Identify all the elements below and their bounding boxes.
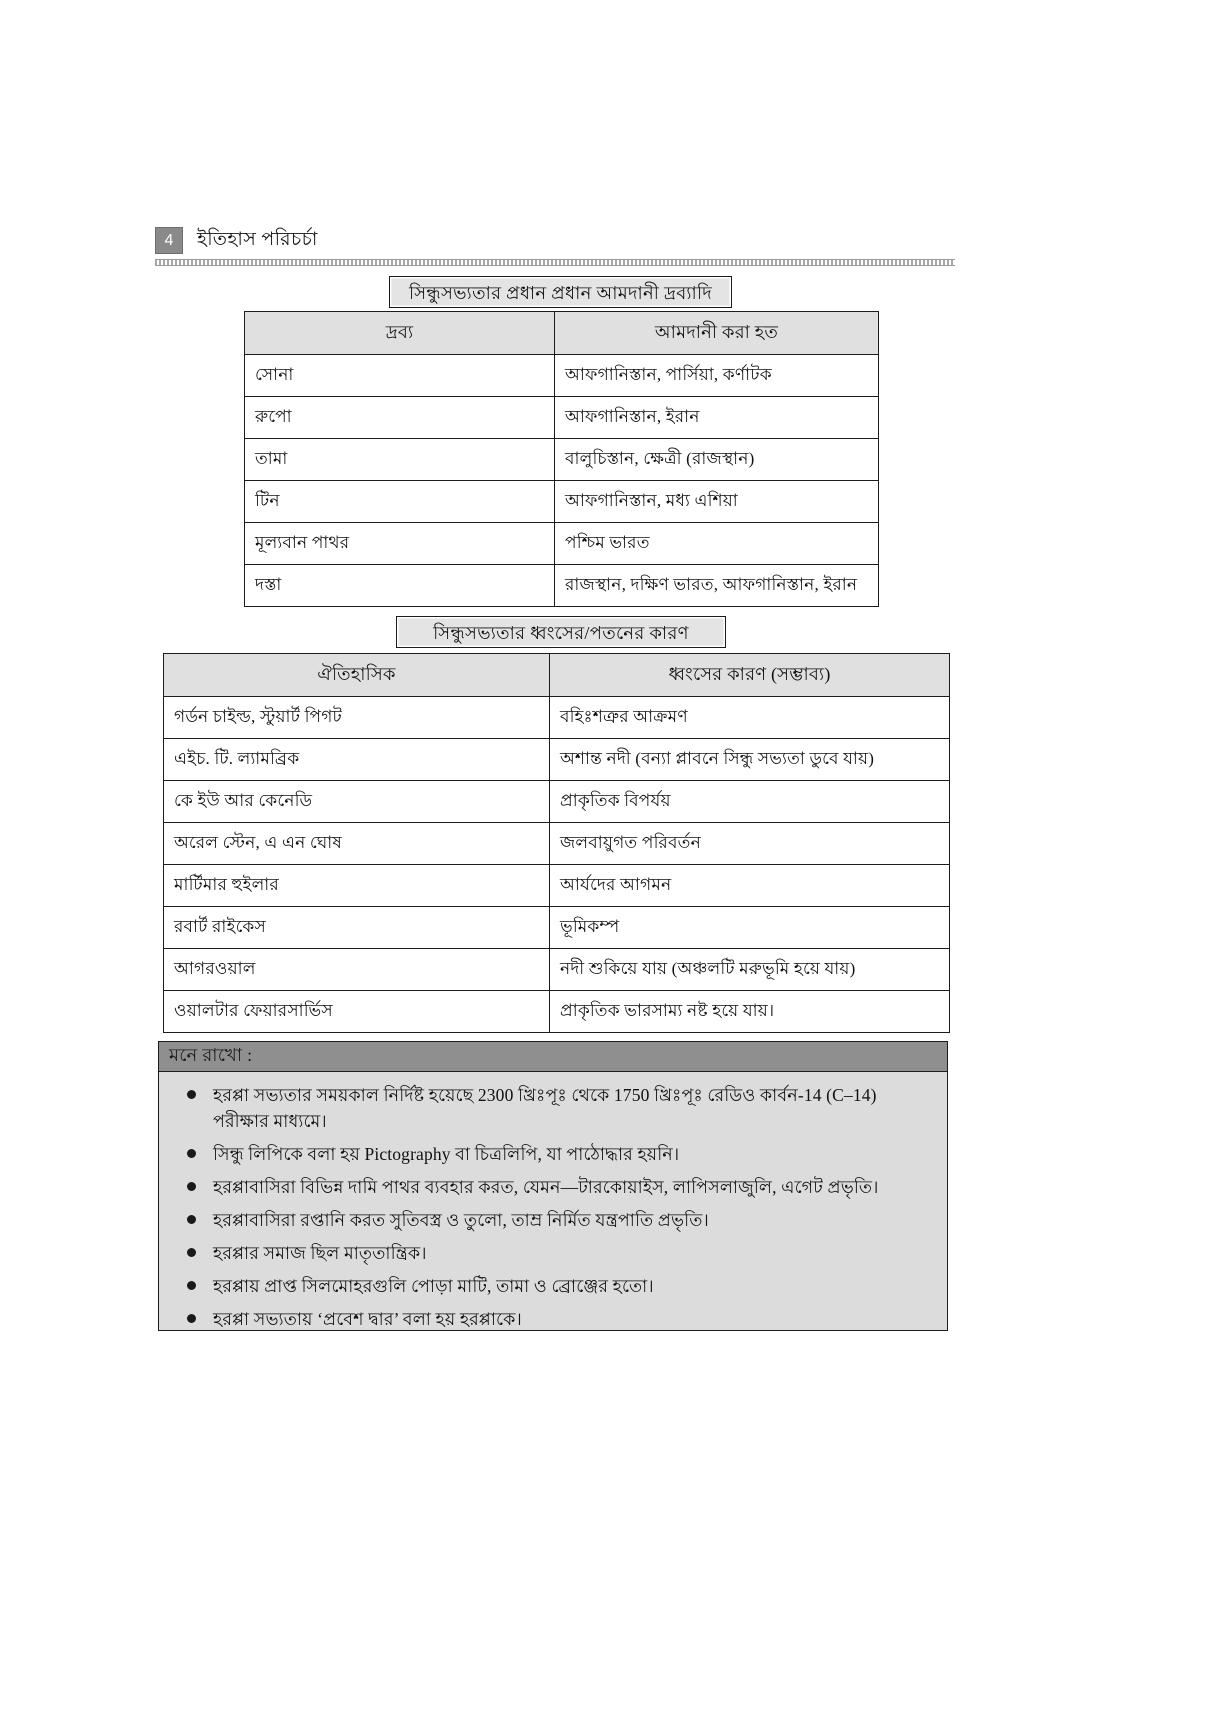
list-item bbox=[173, 1141, 929, 1167]
remember-box bbox=[158, 1041, 948, 1331]
list-item-text: হরপ্পার সমাজ ছিল মাতৃতান্ত্রিক। bbox=[213, 1243, 427, 1263]
bullet-icon bbox=[187, 1149, 196, 1158]
cell-cause: আর্যদের আগমন bbox=[550, 865, 950, 907]
cell-goods: রুপো bbox=[245, 397, 555, 439]
table-row bbox=[164, 907, 950, 949]
cell-goods: তামা bbox=[245, 439, 555, 481]
table-header-row bbox=[164, 654, 950, 697]
cell-source: বালুচিস্তান, ক্ষেত্রী (রাজস্থান) bbox=[555, 439, 879, 481]
list-item-text: হরপ্পাবাসিরা রপ্তানি করত সুতিবস্ত্র ও তুলো, তাম্র নির্মিত যন্ত্রপাতি প্রভৃতি। bbox=[213, 1210, 709, 1230]
list-item bbox=[173, 1082, 929, 1134]
cell-source: পশ্চিম ভারত bbox=[555, 523, 879, 565]
cell-historian: গর্ডন চাইল্ড, স্টুয়ার্ট পিগট bbox=[164, 697, 550, 739]
table-row bbox=[245, 439, 879, 481]
page-number: 4 bbox=[164, 232, 174, 249]
cell-source: আফগানিস্তান, মধ্য এশিয়া bbox=[555, 481, 879, 523]
cell-historian: ওয়ালটার ফেয়ারসার্ভিস bbox=[164, 991, 550, 1033]
cell-cause: নদী শুকিয়ে যায় (অঞ্চলটি মরুভূমি হয়ে যায়) bbox=[550, 949, 950, 991]
cell-historian: আগরওয়াল bbox=[164, 949, 550, 991]
cell-historian: মার্টিমার হুইলার bbox=[164, 865, 550, 907]
remember-heading: মনে রাখো : bbox=[169, 1045, 253, 1065]
list-item-text: সিন্ধু লিপিকে বলা হয় Pictography বা চিত্রলিপি, যা পাঠোদ্ধার হয়নি। bbox=[213, 1144, 680, 1164]
list-item bbox=[173, 1240, 929, 1266]
table-header-row bbox=[245, 312, 879, 355]
remember-list bbox=[159, 1072, 947, 1332]
table-row bbox=[164, 949, 950, 991]
bullet-icon bbox=[187, 1182, 196, 1191]
table-row bbox=[245, 355, 879, 397]
cell-cause: প্রাকৃতিক ভারসাম্য নষ্ট হয়ে যায়। bbox=[550, 991, 950, 1033]
imports-table bbox=[244, 311, 879, 607]
table-row bbox=[164, 781, 950, 823]
column-header-cause: ধ্বংসের কারণ (সম্ভাব্য) bbox=[550, 654, 950, 697]
cell-cause: জলবায়ুগত পরিবর্তন bbox=[550, 823, 950, 865]
cell-goods: টিন bbox=[245, 481, 555, 523]
column-header-source: আমদানী করা হত bbox=[555, 312, 879, 355]
bullet-icon bbox=[187, 1215, 196, 1224]
table-row bbox=[245, 397, 879, 439]
table-row bbox=[164, 823, 950, 865]
cell-source: রাজস্থান, দক্ষিণ ভারত, আফগানিস্তান, ইরান bbox=[555, 565, 879, 607]
cell-goods: দস্তা bbox=[245, 565, 555, 607]
table-row bbox=[164, 865, 950, 907]
bullet-icon bbox=[187, 1090, 196, 1099]
cell-historian: অরেল স্টেন, এ এন ঘোষ bbox=[164, 823, 550, 865]
cell-cause: অশান্ত নদী (বন্যা প্লাবনে সিন্ধু সভ্যতা ডুবে যায়) bbox=[550, 739, 950, 781]
table-row bbox=[245, 565, 879, 607]
book-title: ইতিহাস পরিচর্চা bbox=[197, 229, 318, 250]
column-header-historian: ঐতিহাসিক bbox=[164, 654, 550, 697]
bullet-icon bbox=[187, 1248, 196, 1257]
remember-box-header bbox=[159, 1042, 947, 1072]
list-item-text: হরপ্পায় প্রাপ্ত সিলমোহরগুলি পোড়া মাটি, তামা ও ব্রোঞ্জের হতো। bbox=[213, 1276, 654, 1296]
list-item-text: হরপ্পা সভ্যতার সময়কাল নির্দিষ্ট হয়েছে 2300 খ্রিঃপূঃ থেকে 1750 খ্রিঃপূঃ রেডিও কার্বন-14 (C–14) পরীক্ষার মাধ্যমে। bbox=[213, 1085, 877, 1131]
decline-table-caption: সিন্ধুসভ্যতার ধ্বংসের/পতনের কারণ bbox=[396, 616, 726, 648]
column-header-goods: দ্রব্য bbox=[245, 312, 555, 355]
cell-source: আফগানিস্তান, ইরান bbox=[555, 397, 879, 439]
list-item bbox=[173, 1207, 929, 1233]
list-item-text: হরপ্পাবাসিরা বিভিন্ন দামি পাথর ব্যবহার করত, যেমন—টারকোয়াইস, লাপিসলাজুলি, এগেট প্রভৃতি। bbox=[213, 1177, 879, 1197]
imports-table-caption: সিন্ধুসভ্যতার প্রধান প্রধান আমদানী দ্রব্যাদি bbox=[389, 276, 732, 308]
table-row bbox=[164, 697, 950, 739]
table-row bbox=[164, 739, 950, 781]
cell-historian: কে ইউ আর কেনেডি bbox=[164, 781, 550, 823]
list-item-text: হরপ্পা সভ্যতায় ‘প্রবেশ দ্বার’ বলা হয় হরপ্পাকে। bbox=[213, 1309, 522, 1329]
cell-cause: ভূমিকম্প bbox=[550, 907, 950, 949]
decline-table bbox=[163, 653, 950, 1033]
cell-cause: প্রাকৃতিক বিপর্যয় bbox=[550, 781, 950, 823]
list-item bbox=[173, 1273, 929, 1299]
table-row bbox=[245, 481, 879, 523]
cell-cause: বহিঃশত্রুর আক্রমণ bbox=[550, 697, 950, 739]
table-row bbox=[164, 991, 950, 1033]
header-divider-rule bbox=[155, 259, 955, 266]
bullet-icon bbox=[187, 1281, 196, 1290]
list-item bbox=[173, 1306, 929, 1332]
cell-historian: এইচ. টি. ল্যামব্রিক bbox=[164, 739, 550, 781]
bullet-icon bbox=[187, 1314, 196, 1323]
page-number-badge bbox=[155, 227, 183, 254]
cell-source: আফগানিস্তান, পার্সিয়া, কর্ণাটক bbox=[555, 355, 879, 397]
running-header bbox=[155, 225, 955, 261]
cell-goods: সোনা bbox=[245, 355, 555, 397]
cell-goods: মূল্যবান পাথর bbox=[245, 523, 555, 565]
table-row bbox=[245, 523, 879, 565]
list-item bbox=[173, 1174, 929, 1200]
cell-historian: রবার্ট রাইকেস bbox=[164, 907, 550, 949]
